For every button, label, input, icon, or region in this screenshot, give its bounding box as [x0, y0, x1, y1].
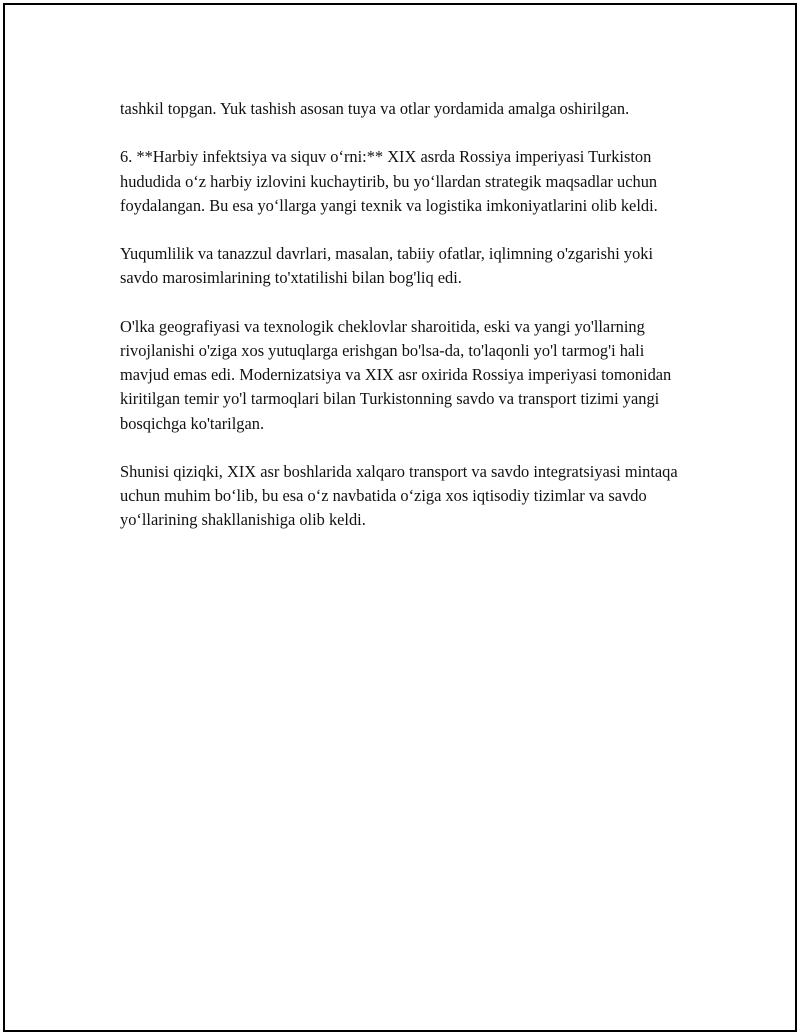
paragraph-5: Shunisi qiziqki, XIX asr boshlarida xalqaro transport va savdo integratsiyasi mintaqa uchun muhim bo‘lib, bu esa o‘z navbatida o‘ziga xos iqtisodiy tizimlar va savdo yo‘llarining shakllanishiga olib keldi. [120, 461, 678, 530]
paragraph-1: tashkil topgan. Yuk tashish asosan tuya va otlar yordamida amalga oshirilgan. [120, 99, 630, 118]
paragraph-2: 6. **Harbiy infektsiya va siquv o‘rni:** XIX asrda Rossiya imperiyasi Turkiston hududida o‘z harbiy izlovini kuchaytirib, bu yo‘llardan strategik maqsadlar uchun foydalangan. Bu esa yo‘llarga yangi texnik va logistika imkoniyatlarini olib keldi. [120, 147, 658, 215]
paragraph-3: Yuqumlilik va tanazzul davrlari, masalan, tabiiy ofatlar, iqlimning o'zgarishi yoki savdo marosimlarining to'xtatilishi bilan bog'liq edi. [120, 244, 654, 288]
paragraph-4: O'lka geografiyasi va texnologik cheklovlar sharoitida, eski va yangi yo'llarning rivojlanishi o'ziga xos yutuqlarga erishgan bo'lsa-da, to'laqonli yo'l tarmog'i hali mavjud emas edi. Modernizatsiya va XIX asr oxirida Rossiya imperiyasi tomonidan kiritilgan temir yo'l tarmoqlari bilan Turkistonning savdo va transport tizimi yangi bosqichga ko'tarilgan. [120, 316, 672, 433]
document-page [3, 3, 797, 1032]
document-body [120, 97, 695, 557]
